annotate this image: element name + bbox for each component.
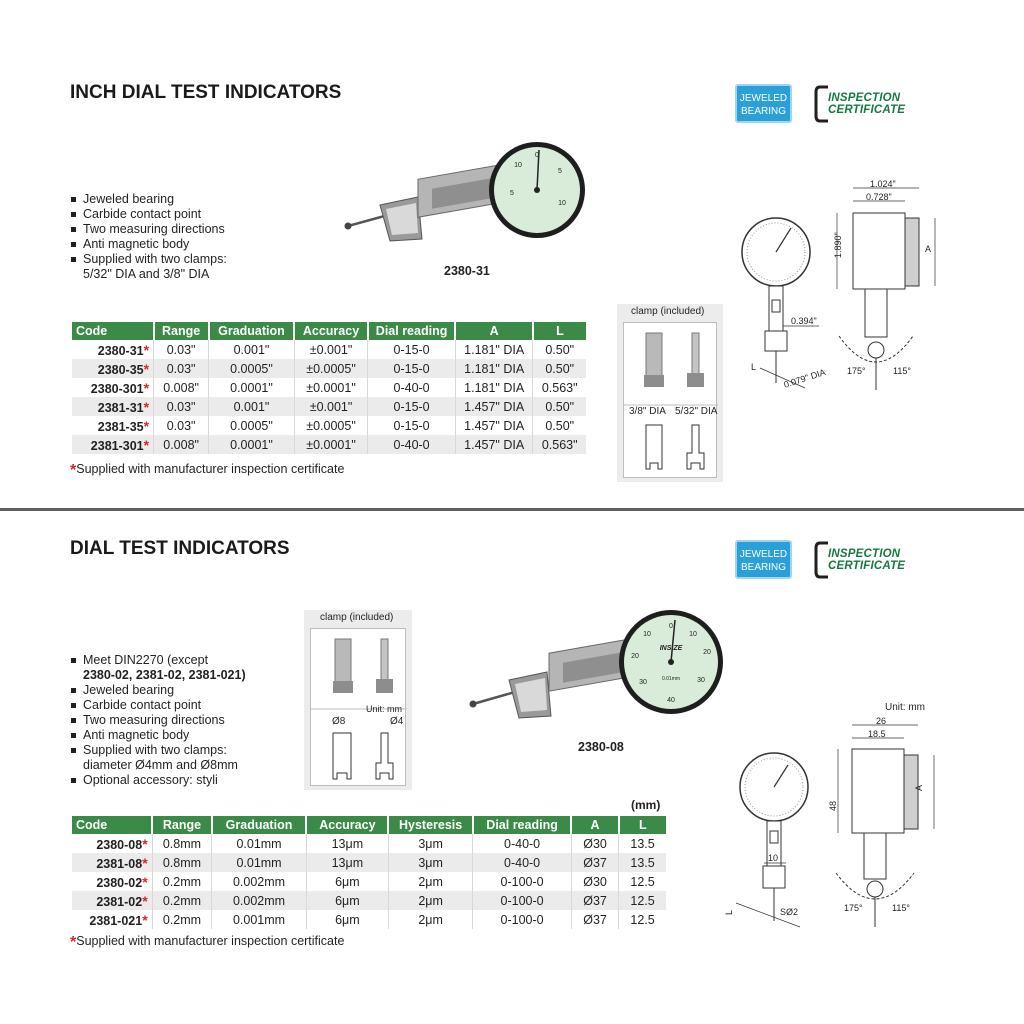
asterisk: * <box>143 360 150 377</box>
table-cell: 0-15-0 <box>368 340 456 359</box>
table-cell: 12.5 <box>619 872 666 891</box>
table-cell: 0.03" <box>154 397 209 416</box>
table-cell: 0-15-0 <box>368 397 456 416</box>
dim-ang2: 115° <box>892 903 910 913</box>
table-cell: 12.5 <box>619 891 666 910</box>
col-l: L <box>619 816 666 834</box>
col-code: Code <box>72 322 154 340</box>
table-header-row <box>72 816 666 834</box>
code-text: 2381-08 <box>96 856 143 871</box>
table-cell: 0.2mm <box>152 910 212 929</box>
code-text: 2380-08 <box>96 837 143 852</box>
table-cell: 0.0001" <box>209 378 295 397</box>
col-range: Range <box>154 322 209 340</box>
table-cell: 0-15-0 <box>368 416 456 435</box>
dim-ang2: 115° <box>893 366 911 376</box>
table-row <box>72 397 586 416</box>
table-cell: 0-100-0 <box>473 891 572 910</box>
cell-code <box>72 340 154 359</box>
table-cell: 0.0001" <box>209 435 295 454</box>
table-cell: 6μm <box>306 872 388 891</box>
section1-features <box>70 192 227 282</box>
table-cell: 0.8mm <box>152 834 212 853</box>
technical-drawing-1 <box>735 178 945 398</box>
table-row <box>72 872 666 891</box>
asterisk: * <box>142 873 148 890</box>
table-cell: 13μm <box>306 853 388 872</box>
feature-item: Supplied with two clamps: <box>70 252 227 267</box>
table-cell: ±0.0001" <box>294 435 367 454</box>
dim-height: 1.890" <box>833 232 843 258</box>
table-cell: ±0.001" <box>294 397 367 416</box>
cell-code <box>72 378 154 397</box>
col-graduation: Graduation <box>212 816 307 834</box>
table-cell: 12.5 <box>619 910 666 929</box>
col-range: Range <box>152 816 212 834</box>
product-image-2380-31 <box>340 135 565 250</box>
table-cell: 1.181" DIA <box>455 378 533 397</box>
cell-code <box>72 872 152 891</box>
table-cell: 0.2mm <box>152 891 212 910</box>
asterisk: * <box>70 934 77 951</box>
code-text: 2381-35 <box>97 419 144 434</box>
mm-label: (mm) <box>631 798 661 812</box>
asterisk: * <box>142 892 148 909</box>
table-cell: 0-40-0 <box>368 435 456 454</box>
section2-title: DIAL TEST INDICATORS <box>70 538 290 559</box>
feature-item: Anti magnetic body <box>70 728 246 743</box>
table-cell: Ø30 <box>571 872 618 891</box>
table-cell: 6μm <box>306 910 388 929</box>
table-cell: 0.03" <box>154 340 209 359</box>
dial-number: 30 <box>639 679 647 686</box>
col-graduation: Graduation <box>209 322 295 340</box>
dial-number: 10 <box>558 200 566 207</box>
code-text: 2380-301 <box>90 381 144 396</box>
dim-a: A <box>914 784 924 791</box>
footnote-text: Supplied with manufacturer inspection certificate <box>76 462 345 476</box>
table-cell: 6μm <box>306 891 388 910</box>
model-label-2380-08: 2380-08 <box>578 740 624 754</box>
code-text: 2380-31 <box>97 343 144 358</box>
col-a: A <box>571 816 618 834</box>
clamp-box-1 <box>617 304 723 482</box>
dial-number: 30 <box>697 677 705 684</box>
table-cell: 0.563" <box>533 378 586 397</box>
code-text: 2381-02 <box>96 894 143 909</box>
table-cell: 0.50" <box>533 397 586 416</box>
feature-item: Supplied with two clamps: <box>70 743 246 758</box>
table-cell: 0.0005" <box>209 359 295 378</box>
table-row <box>72 340 586 359</box>
clamp-title: clamp (included) <box>631 306 705 317</box>
spec-table-metric <box>72 816 666 929</box>
dial-number: 5 <box>558 168 562 175</box>
table-cell: 3μm <box>388 834 472 853</box>
table-row <box>72 910 666 929</box>
cert-line2: CERTIFICATE <box>828 560 906 572</box>
clamp-left-label: Ø8 <box>332 716 346 727</box>
table-cell: 0-40-0 <box>368 378 456 397</box>
table-cell: 0-40-0 <box>473 853 572 872</box>
dial-brand: INSIZE <box>659 645 683 652</box>
col-hysteresis: Hysteresis <box>388 816 472 834</box>
jeweled-bearing-badge <box>735 540 792 579</box>
section2-features <box>70 653 246 788</box>
col-code: Code <box>72 816 152 834</box>
col-accuracy: Accuracy <box>294 322 367 340</box>
table-cell: 0.03" <box>154 359 209 378</box>
dial-number: 10 <box>514 162 522 169</box>
table-row <box>72 891 666 910</box>
badge-line2: BEARING <box>740 106 786 117</box>
table-row <box>72 435 586 454</box>
feature-item: Two measuring directions <box>70 713 246 728</box>
table-cell: 0.50" <box>533 416 586 435</box>
table-cell: 2μm <box>388 872 472 891</box>
clamp-right-label: Ø4 <box>390 716 404 727</box>
table-cell: 0.01mm <box>212 853 307 872</box>
table-cell: 1.457" DIA <box>455 397 533 416</box>
table-cell: 1.181" DIA <box>455 359 533 378</box>
spec-table-inch <box>72 322 586 454</box>
table-cell: 0.563" <box>533 435 586 454</box>
feature-item: Optional accessory: styli <box>70 773 246 788</box>
table-cell: 2μm <box>388 910 472 929</box>
dim-top1: 26 <box>876 716 887 726</box>
dim-l: L <box>724 909 734 915</box>
inspection-certificate-logo <box>814 540 932 580</box>
dim-mid: 10 <box>768 853 779 863</box>
table-cell: 0.03" <box>154 416 209 435</box>
dim-height: 48 <box>828 800 838 811</box>
cert-line2: CERTIFICATE <box>828 104 906 116</box>
dial-number: 0 <box>535 152 539 159</box>
feature-item: Two measuring directions <box>70 222 227 237</box>
table-cell: 0.2mm <box>152 872 212 891</box>
table-cell: 0.50" <box>533 340 586 359</box>
dial-graduation: 0.01mm <box>661 676 681 682</box>
table-cell: 1.457" DIA <box>455 416 533 435</box>
asterisk: * <box>70 462 77 479</box>
col-dial-reading: Dial reading <box>368 322 456 340</box>
dial-number: 0 <box>669 623 673 630</box>
section1-title: INCH DIAL TEST INDICATORS <box>70 82 342 103</box>
dim-top1: 1.024" <box>870 179 896 189</box>
table-cell: 0.001mm <box>212 910 307 929</box>
table-cell: 0.001" <box>209 397 295 416</box>
code-text: 2381-301 <box>90 438 144 453</box>
table-cell: ±0.001" <box>294 340 367 359</box>
dim-top2: 18.5 <box>868 729 886 739</box>
dial-number: 20 <box>703 649 711 656</box>
dial-number: 10 <box>643 631 651 638</box>
asterisk: * <box>142 835 148 852</box>
dial-number: 5 <box>510 190 514 197</box>
table-cell: 0.001" <box>209 340 295 359</box>
table-cell: Ø37 <box>571 853 618 872</box>
feature-item: Jeweled bearing <box>70 192 227 207</box>
cell-code <box>72 834 152 853</box>
dim-top2: 0.728" <box>866 192 892 202</box>
section-divider <box>0 508 1024 511</box>
clamp-icon <box>624 323 718 479</box>
table-cell: 13.5 <box>619 853 666 872</box>
footnote-1 <box>70 462 344 480</box>
table-cell: 0.8mm <box>152 853 212 872</box>
table-cell: ±0.0005" <box>294 359 367 378</box>
table-cell: 13μm <box>306 834 388 853</box>
feature-item-cont: diameter Ø4mm and Ø8mm <box>83 758 238 772</box>
clamp-left-label: 3/8" DIA <box>629 406 666 417</box>
badge-line1: JEWELED <box>739 93 788 104</box>
badge-line2: BEARING <box>740 562 786 573</box>
cell-code <box>72 891 152 910</box>
table-cell: 0.002mm <box>212 872 307 891</box>
cell-code <box>72 397 154 416</box>
code-text: 2380-35 <box>97 362 144 377</box>
clamp-box-2 <box>304 610 412 790</box>
feature-item: Anti magnetic body <box>70 237 227 252</box>
cert-line1: INSPECTION <box>828 548 901 560</box>
cell-code <box>72 416 154 435</box>
dial-number: 40 <box>667 697 675 704</box>
code-text: 2380-02 <box>96 875 143 890</box>
table-row <box>72 853 666 872</box>
asterisk: * <box>143 379 150 396</box>
feature-item-cont: 2380-02, 2381-02, 2381-021) <box>83 668 246 682</box>
code-text: 2381-31 <box>97 400 144 415</box>
table-cell: 13.5 <box>619 834 666 853</box>
table-cell: 0.01mm <box>212 834 307 853</box>
col-l: L <box>533 322 586 340</box>
col-a: A <box>455 322 533 340</box>
table-cell: 0.002mm <box>212 891 307 910</box>
clamp-right-label: 5/32" DIA <box>675 406 718 417</box>
table-cell: 0-100-0 <box>473 872 572 891</box>
clamp-panel <box>623 322 717 478</box>
footnote-2 <box>70 934 344 952</box>
asterisk: * <box>143 436 150 453</box>
table-cell: 2μm <box>388 891 472 910</box>
clamp-unit: Unit: mm <box>366 704 402 714</box>
dim-a: A <box>925 244 932 254</box>
product-image-2380-08 <box>465 608 725 728</box>
dim-tip: 0.079" DIA <box>782 367 827 390</box>
inspection-certificate-logo <box>814 84 932 124</box>
table-header-row <box>72 322 586 340</box>
table-cell: 0.008" <box>154 435 209 454</box>
feature-item: Carbide contact point <box>70 207 227 222</box>
table-row <box>72 416 586 435</box>
table-cell: 3μm <box>388 853 472 872</box>
badge-line1: JEWELED <box>739 549 788 560</box>
model-label-2380-31: 2380-31 <box>444 264 490 278</box>
cell-code <box>72 359 154 378</box>
col-dial-reading: Dial reading <box>473 816 572 834</box>
table-cell: 0.50" <box>533 359 586 378</box>
table-cell: ±0.0005" <box>294 416 367 435</box>
technical-drawing-2 <box>724 715 945 935</box>
dim-tip: SØ2 <box>780 907 799 917</box>
dial-number: 10 <box>689 631 697 638</box>
table-cell: 0-100-0 <box>473 910 572 929</box>
feature-item: Carbide contact point <box>70 698 246 713</box>
jeweled-bearing-badge <box>735 84 792 123</box>
dim-mid: 0.394" <box>791 316 817 326</box>
table-cell: 0-40-0 <box>473 834 572 853</box>
clamp-title: clamp (included) <box>320 612 394 623</box>
dim-ang1: 175° <box>844 903 863 913</box>
cell-code <box>72 910 152 929</box>
table-cell: 0.0005" <box>209 416 295 435</box>
table-row <box>72 378 586 397</box>
table-cell: 1.181" DIA <box>455 340 533 359</box>
table-cell: 1.457" DIA <box>455 435 533 454</box>
unit-label: Unit: mm <box>885 702 925 713</box>
table-cell: Ø30 <box>571 834 618 853</box>
cell-code <box>72 853 152 872</box>
table-cell: Ø37 <box>571 910 618 929</box>
asterisk: * <box>143 417 150 434</box>
asterisk: * <box>142 911 148 928</box>
footnote-text: Supplied with manufacturer inspection certificate <box>76 934 345 948</box>
table-row <box>72 834 666 853</box>
asterisk: * <box>142 854 148 871</box>
dim-l: L <box>751 362 757 372</box>
dial-number: 20 <box>631 653 639 660</box>
cell-code <box>72 435 154 454</box>
asterisk: * <box>143 398 150 415</box>
asterisk: * <box>143 341 150 358</box>
table-cell: 0-15-0 <box>368 359 456 378</box>
table-cell: Ø37 <box>571 891 618 910</box>
feature-item: Meet DIN2270 (except <box>70 653 246 668</box>
table-cell: 0.008" <box>154 378 209 397</box>
cert-line1: INSPECTION <box>828 92 901 104</box>
code-text: 2381-021 <box>89 913 143 928</box>
table-row <box>72 359 586 378</box>
col-accuracy: Accuracy <box>306 816 388 834</box>
feature-item-cont: 5/32" DIA and 3/8" DIA <box>83 267 210 281</box>
feature-item: Jeweled bearing <box>70 683 246 698</box>
table-cell: ±0.0001" <box>294 378 367 397</box>
dim-ang1: 175° <box>847 366 866 376</box>
